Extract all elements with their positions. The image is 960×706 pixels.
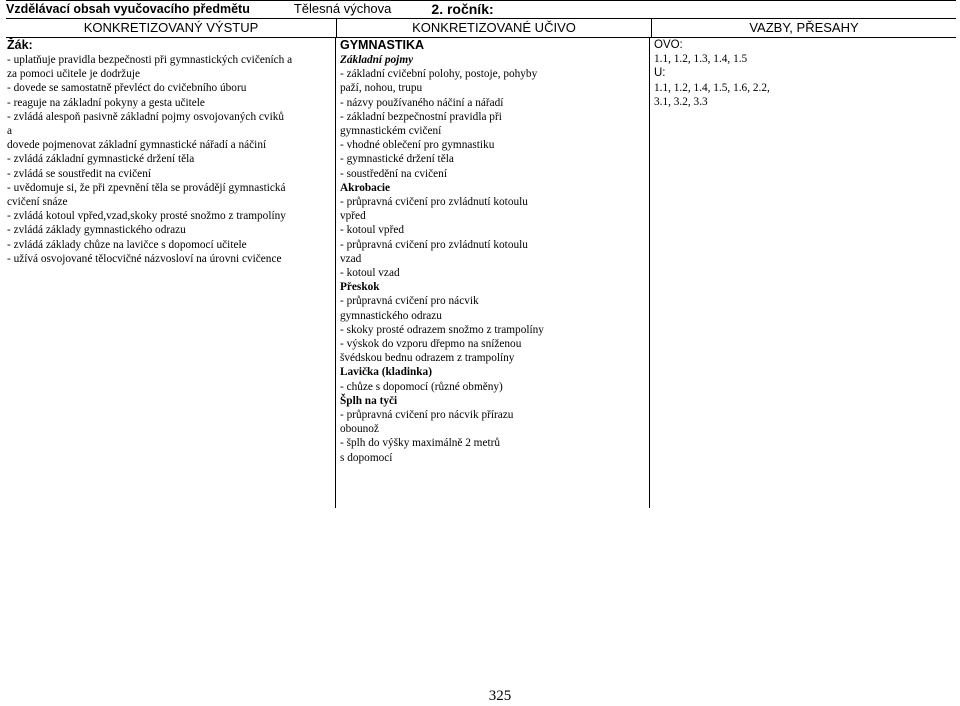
column-header-content: KONKRETIZOVANÉ UČIVO [337, 19, 652, 37]
content-line: - vhodné oblečení pro gymnastiku [340, 139, 495, 152]
content-line: - kotoul vpřed [340, 224, 405, 237]
outputs-list [7, 53, 334, 266]
grade-label: 2. ročník: [431, 1, 494, 17]
output-line: cvičení snáze [7, 196, 68, 209]
output-line: - zvládá kotoul vpřed,vzad,skoky prosté snožmo z trampolíny [7, 210, 286, 223]
content-line: gymnastického odrazu [340, 309, 442, 322]
output-line: za pomoci učitele je dodržuje [7, 68, 140, 81]
output-line: - zvládá základy gymnastického odrazu [7, 224, 186, 237]
subject-header [6, 0, 956, 19]
content-section-title: Základní pojmy [340, 54, 414, 66]
content-line: s dopomocí [340, 451, 393, 464]
content-line: - průpravná cvičení pro zvládnutí kotoulu [340, 238, 528, 251]
content-line: švédskou bednu odrazem z trampolíny [340, 352, 515, 365]
content-line: - průpravná cvičení pro nácvik přírazu [340, 409, 514, 422]
content-line: - základní bezpečnostní pravidla při [340, 110, 502, 123]
table-row [6, 38, 956, 508]
column-header-links: VAZBY, PŘESAHY [749, 20, 859, 35]
links-cell [650, 38, 954, 508]
content-line: - základní cvičební polohy, postoje, pohyby [340, 68, 538, 81]
content-line: - průpravná cvičení pro zvládnutí kotoulu [340, 196, 528, 209]
content-line: - soustředění na cvičení [340, 167, 447, 180]
content-section-title: Šplh na tyči [340, 394, 398, 407]
content-line: gymnastickém cvičení [340, 125, 442, 138]
u-values-2: 3.1, 3.2, 3.3 [654, 95, 708, 108]
content-line: obounož [340, 423, 379, 436]
output-line: - reaguje na základní pokyny a gesta učitele [7, 96, 205, 109]
content-section-title: Akrobacie [340, 181, 390, 194]
content-line: paží, nohou, trupu [340, 82, 423, 95]
ovo-label: OVO: [654, 39, 683, 51]
column-headers [6, 19, 956, 38]
output-line: - zvládá základy chůze na lavičce s dopomocí učitele [7, 238, 247, 251]
ovo-values: 1.1, 1.2, 1.3, 1.4, 1.5 [654, 53, 748, 66]
output-line: - zvládá se soustředit na cvičení [7, 167, 151, 180]
content-line: - názvy používaného náčiní a nářadí [340, 96, 504, 109]
content-line: - výskok do vzporu dřepmo na sníženou [340, 338, 522, 351]
content-line: - kotoul vzad [340, 267, 400, 280]
output-line: - zvládá alespoň pasivně základní pojmy osvojovaných cviků [7, 110, 285, 123]
page-number: 325 [488, 688, 512, 704]
column-header-outputs: KONKRETIZOVANÝ VÝSTUP [6, 19, 337, 37]
output-line: a [7, 125, 13, 138]
u-label: U: [654, 67, 666, 80]
subject-name: Tělesná výchova [293, 1, 392, 16]
content-heading: GYMNASTIKA [340, 38, 425, 52]
content-line: - průpravná cvičení pro nácvik [340, 295, 479, 308]
outputs-heading: Žák: [7, 38, 33, 52]
content-line: - chůze s dopomocí (různé obměny) [340, 380, 503, 393]
u-values-1: 1.1, 1.2, 1.4, 1.5, 1.6, 2.2, [654, 81, 770, 94]
content-line: - gymnastické držení těla [340, 153, 454, 166]
subject-label: Vzdělávací obsah vyučovacího předmětu [6, 2, 250, 16]
output-line: dovede pojmenovat základní gymnastické nářadí a náčiní [7, 139, 267, 152]
content-sections [340, 53, 648, 465]
content-section-title: Lavička (kladinka) [340, 366, 432, 379]
curriculum-table [6, 0, 956, 508]
content-section-title: Přeskok [340, 281, 380, 294]
content-line: vzad [340, 252, 362, 265]
content-cell [336, 38, 650, 508]
outputs-cell [6, 38, 336, 508]
output-line: - uplatňuje pravidla bezpečnosti při gymnastických cvičeních a [7, 54, 293, 66]
output-line: - zvládá základní gymnastické držení těla [7, 153, 195, 166]
content-line: - šplh do výšky maximálně 2 metrů [340, 437, 501, 450]
output-line: - uvědomuje si, že při zpevnění těla se provádějí gymnastická [7, 181, 286, 194]
content-line: - skoky prosté odrazem snožmo z trampolíny [340, 323, 544, 336]
output-line: - dovede se samostatně převléct do cvičebního úboru [7, 82, 247, 95]
content-line: vpřed [340, 210, 366, 223]
output-line: - užívá osvojované tělocvičné názvosloví na úrovni cvičence [7, 252, 282, 265]
